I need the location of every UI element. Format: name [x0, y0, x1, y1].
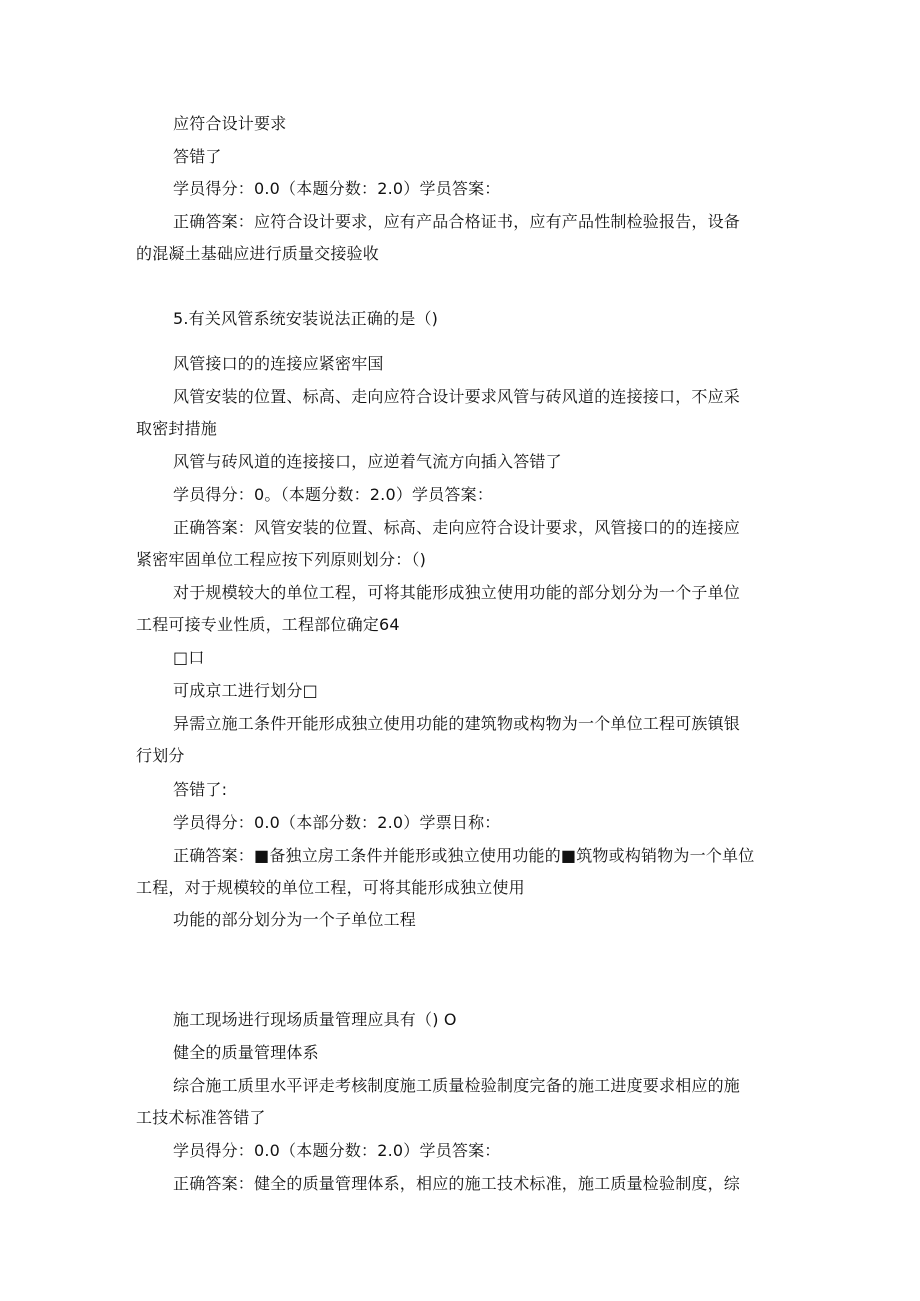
- option-text: 对于规模较大的单位工程，可将其能形成独立使用功能的部分划分为一个子单位: [173, 583, 741, 602]
- correct-answer: 正确答案：■备独立房工条件并能形或独立使用功能的■筑物或构销物为一个单位: [173, 846, 755, 865]
- correct-answer-cont: 功能的部分划分为一个子单位工程: [173, 910, 417, 929]
- score-line: 学员得分：0.0（本部分数：2.0）学票日称：: [173, 813, 501, 832]
- option-text: 风管与砖风道的连接接口，应逆着气流方向插入答错了: [173, 452, 562, 471]
- correct-answer: 正确答案：应符合设计要求，应有产品合格证书，应有产品性制检验报告，设备: [173, 212, 741, 231]
- option-text: 应符合设计要求: [173, 114, 287, 133]
- option-text-cont: 行划分: [136, 746, 185, 765]
- correct-answer-cont: 紧密牢固单位工程应按下列原则划分：（): [136, 550, 427, 569]
- question-title: 施工现场进行现场质量管理应具有（) O: [173, 1010, 457, 1029]
- correct-answer: 正确答案：健全的质量管理体系，相应的施工技术标准，施工质量检验制度，综: [173, 1174, 741, 1193]
- option-text: 异需立施工条件开能形成独立使用功能的建筑物或构物为一个单位工程可族镇银: [173, 714, 741, 733]
- option-text-cont: 取密封措施: [136, 419, 218, 438]
- score-line: 学员得分：0.0（本题分数：2.0）学员答案：: [173, 179, 501, 198]
- option-text: 综合施工质里水平评走考核制度施工质量检验制度完备的施工进度要求相应的施: [173, 1076, 741, 1095]
- option-text: 可成京工进行划分□: [173, 681, 318, 700]
- option-text: 风管接口的的连接应紧密牢国: [173, 354, 384, 373]
- question-title: 5.有关风管系统安装说法正确的是（): [173, 309, 439, 328]
- option-text-cont: 工程可接专业性质，工程部位确定64: [136, 615, 400, 634]
- score-line: 学员得分：0。（本题分数：2.0）学员答案：: [173, 485, 494, 504]
- result-wrong: 答错了: [173, 147, 222, 166]
- result-wrong: 答错了:: [173, 780, 228, 799]
- correct-answer-cont: 的混凝土基础应进行质量交接验收: [136, 244, 380, 263]
- option-text-cont: 工技术标准答错了: [136, 1108, 266, 1127]
- correct-answer-cont: 工程，对于规模较的单位工程，可将其能形成独立使用: [136, 878, 525, 897]
- score-line: 学员得分：0.0（本题分数：2.0）学员答案：: [173, 1141, 501, 1160]
- option-text: □口: [173, 648, 205, 667]
- option-text: 健全的质量管理体系: [173, 1043, 319, 1062]
- option-text: 风管安装的位置、标高、走向应符合设计要求风管与砖风道的连接接口，不应采: [173, 387, 741, 406]
- correct-answer: 正确答案：风管安装的位置、标高、走向应符合设计要求，风管接口的的连接应: [173, 518, 741, 537]
